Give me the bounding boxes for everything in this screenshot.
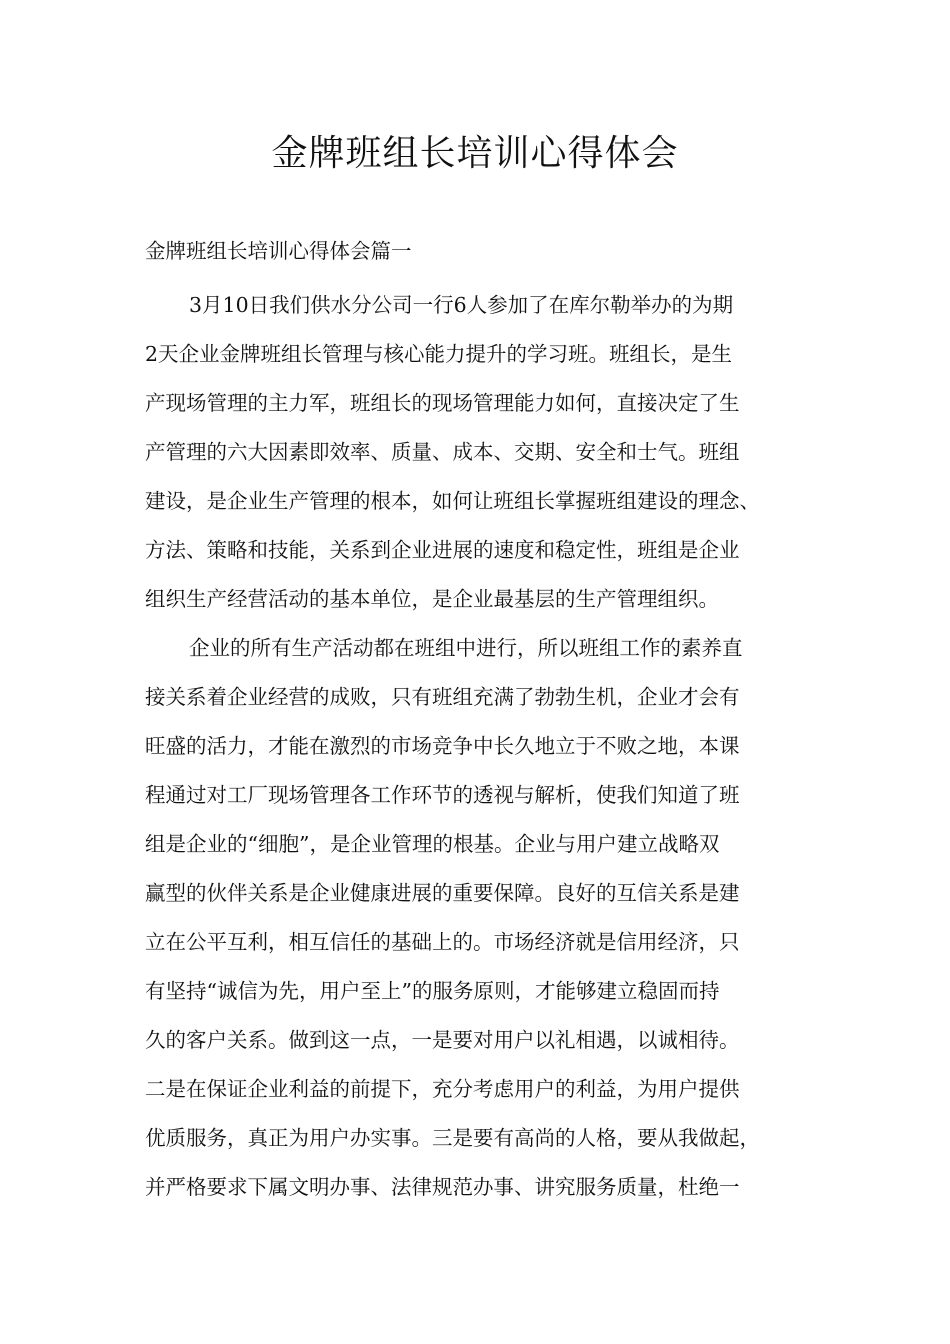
paragraph-2-line-12: 并严格要求下属文明办事、法律规范办事、讲究服务质量，杜绝一 xyxy=(145,1175,740,1199)
paragraph-2-line-10: 二是在保证企业利益的前提下，充分考虑用户的利益，为用户提供 xyxy=(145,1077,740,1101)
section-heading: 金牌班组长培训心得体会篇一 xyxy=(145,239,412,263)
paragraph-1-line-1: 3月10日我们供水分公司一行6人参加了在库尔勒举办的为期 xyxy=(189,293,734,317)
paragraph-1-line-3: 产现场管理的主力军，班组长的现场管理能力如何，直接决定了生 xyxy=(145,391,740,415)
paragraph-2-line-4: 程通过对工厂现场管理各工作环节的透视与解析，使我们知道了班 xyxy=(145,783,740,807)
paragraph-1-line-2: 2天企业金牌班组长管理与核心能力提升的学习班。班组长，是生 xyxy=(145,342,733,366)
paragraph-2-line-3: 旺盛的活力，才能在激烈的市场竞争中长久地立于不败之地，本课 xyxy=(145,734,740,758)
paragraph-2-line-7: 立在公平互利，相互信任的基础上的。市场经济就是信用经济，只 xyxy=(145,930,740,954)
paragraph-1-line-5: 建设，是企业生产管理的根本，如何让班组长掌握班组建设的理念、 xyxy=(145,489,760,513)
paragraph-2-line-9: 久的客户关系。做到这一点，一是要对用户以礼相遇，以诚相待。 xyxy=(145,1028,740,1052)
paragraph-1-line-6: 方法、策略和技能，关系到企业进展的速度和稳定性，班组是企业 xyxy=(145,538,740,562)
paragraph-2-line-6: 赢型的伙伴关系是企业健康进展的重要保障。良好的互信关系是建 xyxy=(145,881,740,905)
paragraph-2-line-5: 组是企业的“细胞”，是企业管理的根基。企业与用户建立战略双 xyxy=(145,832,720,856)
paragraph-1-line-7: 组织生产经营活动的基本单位，是企业最基层的生产管理组织。 xyxy=(145,587,719,611)
paragraph-2-line-2: 接关系着企业经营的成败，只有班组充满了勃勃生机，企业才会有 xyxy=(145,685,740,709)
paragraph-2-line-1: 企业的所有生产活动都在班组中进行，所以班组工作的素养直 xyxy=(189,636,743,660)
paragraph-2-line-11: 优质服务，真正为用户办实事。三是要有高尚的人格，要从我做起， xyxy=(145,1126,760,1150)
paragraph-2-line-8: 有坚持“诚信为先，用户至上”的服务原则，才能够建立稳固而持 xyxy=(145,979,720,1003)
document-title: 金牌班组长培训心得体会 xyxy=(271,133,679,174)
paragraph-1-line-4: 产管理的六大因素即效率、质量、成本、交期、安全和士气。班组 xyxy=(145,440,740,464)
